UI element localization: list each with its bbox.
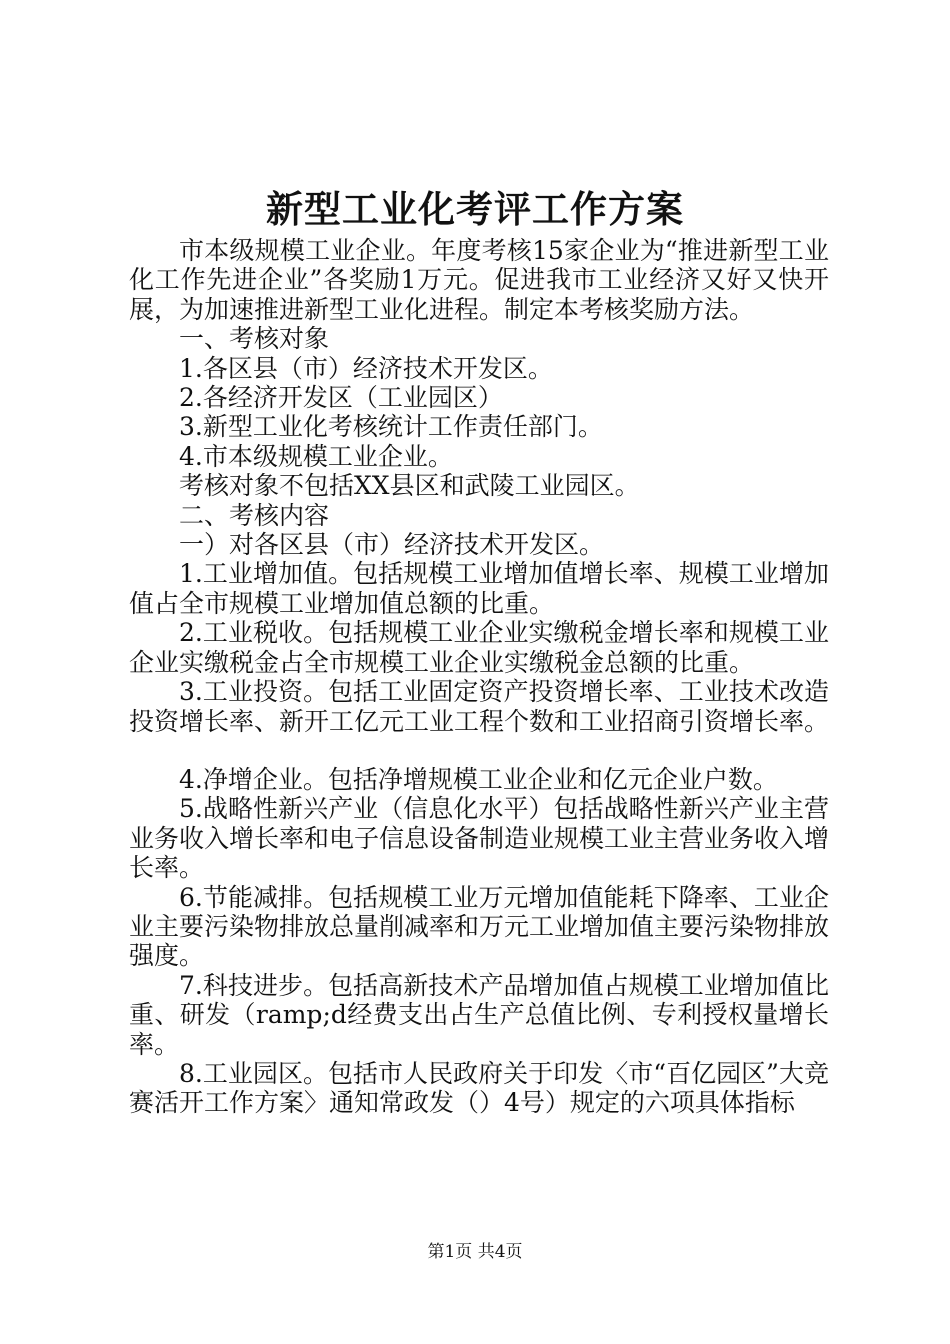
list-item: 6.节能减排。包括规模工业万元增加值能耗下降率、工业企业主要污染物排放总量削减率和万元工业增加值主要污染物排放强度。 [129,882,830,971]
list-item: 2.工业税收。包括规模工业企业实缴税金增长率和规模工业企业实缴税金占全市规模工业企业实缴税金总额的比重。 [129,618,829,677]
list-item: 3.新型工业化考核统计工作责任部门。 [179,412,603,442]
paragraph-exclusion: 考核对象不包括XX县区和武陵工业园区。 [179,471,640,501]
paragraph-intro: 市本级规模工业企业。年度考核15家企业为“推进新型工业化工作先进企业”各奖励1万元。促进我市工业经济又好又快开展，为加速推进新型工业化进程。制定本考核奖励方法。 [129,236,829,324]
section-heading-content: 二、考核内容 [179,500,330,530]
list-item: 7.科技进步。包括高新技术产品增加值占规模工业增加值比重、研发（ramp;d经费支出占生产总值比例、专利授权量增长率。 [129,970,829,1059]
list-item: 2.各经济开发区（工业园区） [179,383,503,413]
page-number-footer: 第1页 共4页 [427,1242,523,1262]
list-item: 4.净增企业。包括净增规模工业企业和亿元企业户数。 [179,764,778,794]
list-item: 5.战略性新兴产业（信息化水平）包括战略性新兴产业主营业务收入增长率和电子信息设备制造业规模工业主营业务收入增长率。 [129,794,830,883]
list-item: 4.市本级规模工业企业。 [179,441,453,471]
list-item: 1.各区县（市）经济技术开发区。 [179,353,553,383]
list-item: 1.工业增加值。包括规模工业增加值增长率、规模工业增加值占全市规模工业增加值总额的比重。 [129,559,829,618]
list-item: 8.工业园区。包括市人民政府关于印发〈市“百亿园区”大竞赛活开工作方案〉通知常政发（）4号）规定的六项具体指标 [129,1058,829,1118]
subsection-heading: 一）对各区县（市）经济技术开发区。 [179,530,605,560]
section-heading-targets: 一、考核对象 [179,324,330,354]
document-body [129,236,829,1118]
document-title: 新型工业化考评工作方案 [266,187,684,231]
list-item: 3.工业投资。包括工业固定资产投资增长率、工业技术改造投资增长率、新开工亿元工业工程个数和工业招商引资增长率。 [129,677,830,736]
